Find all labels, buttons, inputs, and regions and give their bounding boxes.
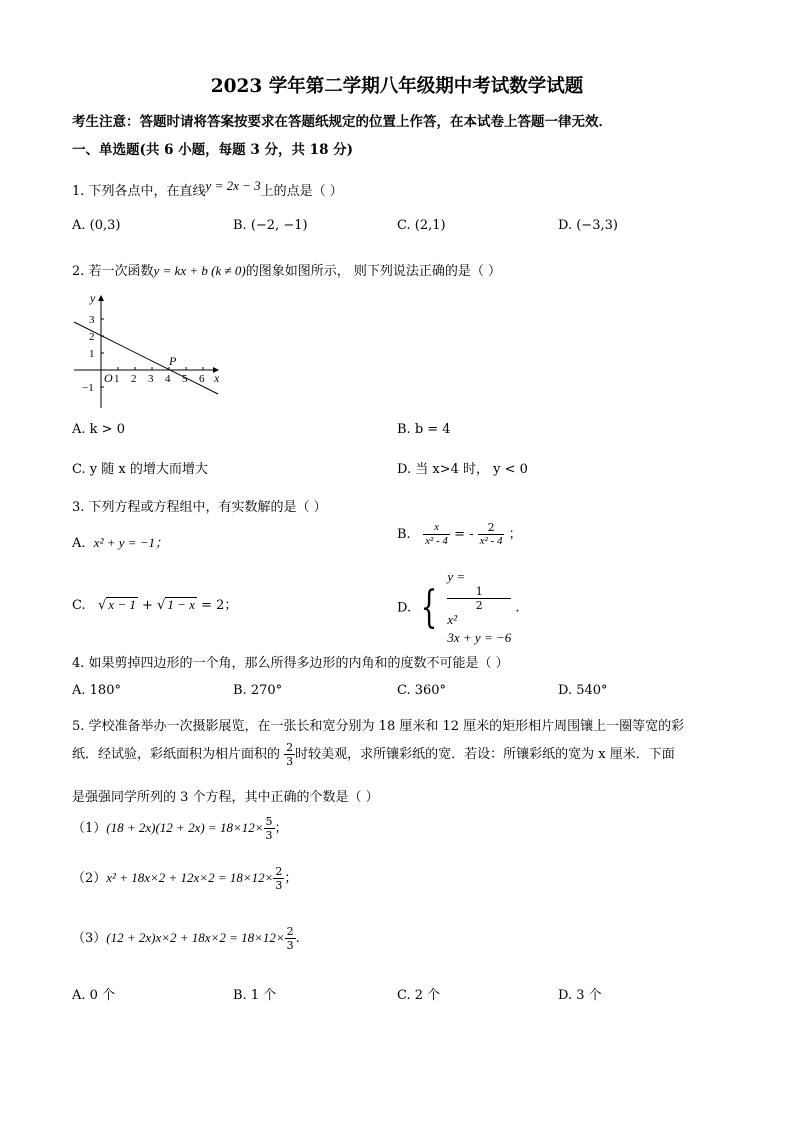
q5-equation-3 bbox=[72, 926, 300, 951]
q3-option-d-system bbox=[447, 568, 511, 648]
question-4-stem: 4. 如果剪掉四边形的一个角，那么所得多边形的内角和的度数不可能是（ ） bbox=[72, 656, 509, 671]
y-tick-neg1: −1 bbox=[82, 382, 94, 394]
q3-d-line-1 bbox=[447, 568, 511, 629]
page-title: 2023 学年第二学期八年级期中考试数学试题 bbox=[210, 76, 584, 97]
q3-b-num-right: 2 bbox=[478, 522, 505, 535]
q1-equation: y = 2x − 3 bbox=[205, 178, 261, 193]
q5-line-2-post: 时较美观，求所镶彩纸的宽．若设：所镶彩纸的宽为 x 厘米．下面 bbox=[295, 747, 675, 762]
q5-option-a: A. 0 个 bbox=[72, 988, 116, 1003]
q3-option-b bbox=[397, 522, 522, 547]
q3-d-line-1-post: x² bbox=[447, 612, 458, 628]
q3-option-c-end: = 2； bbox=[201, 598, 238, 613]
q2-option-a: A. k > 0 bbox=[72, 422, 125, 437]
x-tick-3: 3 bbox=[148, 373, 154, 385]
q5-frac-den: 3 bbox=[286, 755, 294, 768]
q1-stem-post: 上的点是（ ） bbox=[260, 184, 343, 199]
q3-d-line-2: 3x + y = −6 bbox=[447, 630, 512, 646]
q5-eq2-den: 3 bbox=[275, 879, 283, 892]
q5-line-3: 是强强同学所列的 3 个方程，其中正确的个数是（ ） bbox=[72, 790, 379, 805]
q4-option-a: A. 180° bbox=[72, 683, 121, 698]
q3-option-d-end: . bbox=[515, 600, 520, 616]
q5-equation-1 bbox=[72, 816, 288, 841]
q3-option-a-equation: x² + y = −1； bbox=[93, 535, 169, 550]
q3-option-b-fraction-right bbox=[478, 522, 505, 547]
q5-eq2-end: ； bbox=[284, 871, 298, 886]
y-tick-2: 2 bbox=[89, 331, 95, 343]
q5-line-2-pre: 纸．经试验，彩纸面积为相片面积的 bbox=[72, 747, 281, 762]
q5-line-2-fraction bbox=[284, 742, 295, 767]
q2-option-d: D. 当 x>4 时， y < 0 bbox=[397, 462, 528, 477]
q3-option-d bbox=[397, 568, 520, 648]
q3-option-d-label: D. bbox=[397, 600, 412, 616]
q5-eq1-den: 3 bbox=[265, 829, 273, 842]
q5-option-c: C. 2 个 bbox=[397, 988, 441, 1003]
q5-eq3-fraction bbox=[285, 926, 296, 951]
q5-option-b: B. 1 个 bbox=[233, 988, 277, 1003]
origin-label: O bbox=[104, 371, 113, 385]
q3-c-radicand-1: x − 1 bbox=[108, 597, 136, 612]
q3-d-frac-num: 1 bbox=[447, 586, 511, 599]
q2-equation: y = kx + b (k ≠ 0) bbox=[153, 263, 246, 278]
section-heading: 一、单选题(共 6 小题，每题 3 分，共 18 分) bbox=[72, 142, 354, 158]
q5-eq2-fraction bbox=[273, 866, 284, 891]
q5-eq3-num: 2 bbox=[286, 925, 294, 938]
q2-option-c: C. y 随 x 的增大而增大 bbox=[72, 462, 208, 477]
exam-notice: 考生注意：答题时请将答案按要求在答题纸规定的位置上作答，在本试卷上答题一律无效． bbox=[72, 114, 612, 130]
x-tick-2: 2 bbox=[131, 373, 137, 385]
x-tick-5: 5 bbox=[182, 373, 188, 385]
q5-line-2 bbox=[72, 742, 675, 767]
q3-c-radicand-2: 1 − x bbox=[167, 597, 195, 612]
q4-option-d: D. 540° bbox=[558, 683, 608, 698]
q3-b-den-right: x² - 4 bbox=[479, 535, 503, 547]
q3-option-c-plus: + bbox=[142, 598, 153, 613]
y-axis-label: y bbox=[90, 291, 96, 305]
q5-frac-num: 2 bbox=[286, 741, 294, 754]
q3-option-a bbox=[72, 532, 168, 551]
q5-line-1: 5. 学校准备举办一次摄影展览，在一张长和宽分别为 18 厘米和 12 厘米的矩形相片周围镶上一圈等宽的彩 bbox=[72, 719, 685, 734]
q4-option-b: B. 270° bbox=[233, 683, 283, 698]
q5-eq3-body: (12 + 2x)x×2 + 18x×2 = 18×12× bbox=[106, 930, 285, 945]
q3-option-a-label: A. bbox=[72, 536, 86, 551]
x-tick-1: 1 bbox=[114, 373, 120, 385]
q2-function-graph bbox=[68, 290, 228, 410]
x-tick-4: 4 bbox=[165, 373, 171, 385]
q5-eq1-end: ； bbox=[274, 821, 288, 836]
y-tick-1: 1 bbox=[89, 348, 95, 360]
q3-option-d-brace: { bbox=[420, 581, 438, 633]
q3-option-b-equals: = - bbox=[454, 527, 474, 542]
q3-option-b-end: ； bbox=[508, 527, 522, 542]
q3-d-line-1-pre: y = bbox=[447, 569, 466, 584]
question-1-stem bbox=[72, 180, 343, 199]
q1-option-d: D. (−3,3) bbox=[558, 218, 618, 233]
q1-option-c: C. (2,1) bbox=[397, 218, 446, 233]
q1-option-b: B. (−2, −1) bbox=[233, 218, 308, 233]
q5-eq1-body: (18 + 2x)(12 + 2x) = 18×12× bbox=[106, 820, 264, 835]
x-axis-label: x bbox=[214, 371, 220, 385]
q5-equation-2 bbox=[72, 866, 297, 891]
question-2-stem bbox=[72, 260, 501, 279]
q2-stem-post: 的图象如图所示， 则下列说法正确的是（ ） bbox=[245, 264, 501, 279]
q3-option-c bbox=[72, 594, 237, 613]
q3-d-frac-den: 2 bbox=[475, 599, 483, 613]
q2-stem-pre: 2. 若一次函数 bbox=[72, 264, 154, 279]
q1-stem-pre: 1. 下列各点中，在直线 bbox=[72, 184, 206, 199]
q5-eq2-body: x² + 18x×2 + 12x×2 = 18×12× bbox=[106, 870, 274, 885]
q3-b-den-left: x² - 4 bbox=[425, 535, 448, 547]
x-tick-6: 6 bbox=[199, 373, 205, 385]
q3-option-b-fraction-left bbox=[423, 522, 450, 547]
q3-option-c-radical-2: √ 1 − x bbox=[157, 597, 195, 613]
q1-option-a: A. (0,3) bbox=[72, 218, 121, 233]
q5-eq1-num: 5 bbox=[265, 815, 273, 828]
q4-option-c: C. 360° bbox=[397, 683, 447, 698]
q3-option-c-label: C. bbox=[72, 598, 86, 613]
function-line bbox=[74, 322, 218, 394]
q3-b-num-left: x bbox=[423, 522, 450, 535]
y-tick-3: 3 bbox=[89, 314, 95, 326]
q3-d-fraction bbox=[447, 586, 511, 611]
q5-eq1-label: （1） bbox=[72, 821, 107, 836]
q5-option-d: D. 3 个 bbox=[558, 988, 602, 1003]
q3-option-b-label: B. bbox=[397, 527, 411, 542]
q5-eq2-num: 2 bbox=[275, 865, 283, 878]
q3-option-c-radical-1: √ x − 1 bbox=[98, 597, 136, 613]
q5-eq1-fraction bbox=[264, 816, 275, 841]
q2-option-b: B. b = 4 bbox=[397, 422, 451, 437]
q5-eq3-label: （3） bbox=[72, 931, 107, 946]
point-p-label: P bbox=[169, 354, 177, 368]
q5-eq3-den: 3 bbox=[286, 939, 294, 952]
q5-eq2-label: （2） bbox=[72, 871, 107, 886]
q5-eq3-end: . bbox=[295, 931, 300, 946]
question-3-stem: 3. 下列方程或方程组中，有实数解的是（ ） bbox=[72, 500, 327, 515]
